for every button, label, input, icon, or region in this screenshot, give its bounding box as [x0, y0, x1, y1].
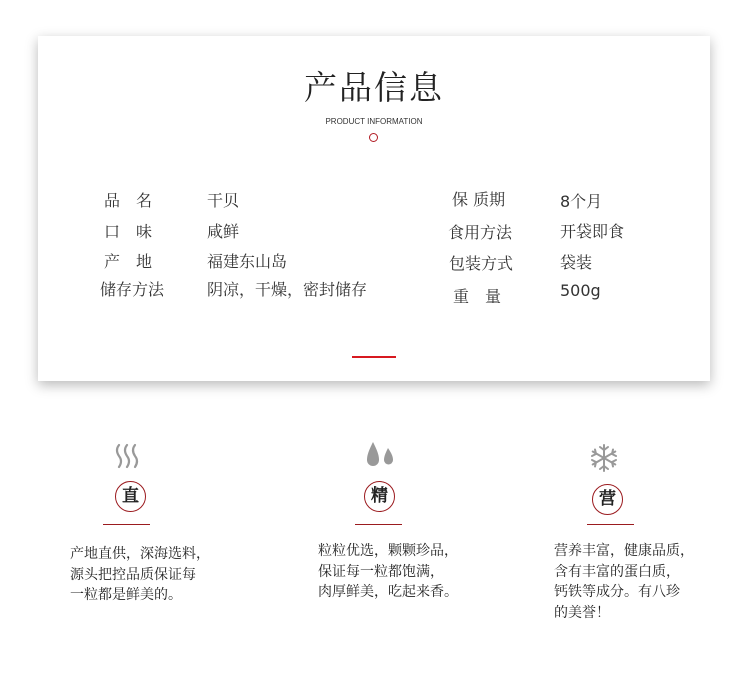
label-usage: 食用方法	[448, 223, 513, 242]
label-product-name: 品 名	[104, 191, 153, 210]
desc-line: 含有丰富的蛋白质，	[554, 563, 680, 580]
desc-line: 源头把控品质保证每	[70, 566, 196, 583]
water-drops-icon	[365, 440, 395, 474]
product-info-card	[38, 36, 710, 381]
label-flavor: 口 味	[104, 222, 153, 241]
desc-line: 肉厚鲜美，吃起来香。	[318, 584, 458, 600]
page-subtitle: PRODUCT INFORMATION	[325, 117, 423, 126]
desc-line: 营养丰富，健康品质，	[554, 543, 694, 559]
badge-direct: 直	[115, 481, 146, 512]
desc-line: 钙铁等成分。有八珍	[554, 584, 680, 600]
accent-divider	[352, 356, 396, 358]
value-packaging: 袋装	[560, 253, 593, 272]
feature-description-nutrition	[554, 541, 694, 623]
feature-description-direct	[70, 544, 210, 606]
badge-nutrition: 营	[592, 484, 623, 515]
desc-line: 的美誉！	[554, 604, 610, 621]
page-title: 产品信息	[304, 68, 444, 107]
label-packaging: 包装方式	[449, 254, 514, 273]
badge-fine: 精	[364, 481, 395, 512]
label-storage: 储存方法	[100, 280, 165, 299]
label-origin: 产 地	[104, 252, 153, 271]
feature-underline	[355, 524, 402, 525]
desc-line: 粒粒优选，颗颗珍品，	[318, 543, 458, 559]
label-shelf-life: 保 质期	[452, 190, 506, 209]
circle-ornament-icon	[369, 133, 378, 142]
value-product-name: 干贝	[207, 191, 240, 210]
snowflake-icon	[589, 443, 619, 477]
value-origin: 福建东山岛	[207, 252, 288, 271]
value-weight: 500g	[560, 281, 601, 300]
label-weight: 重 量	[453, 287, 502, 306]
value-storage: 阴凉，干燥，密封储存	[207, 280, 368, 299]
feature-description-fine	[318, 541, 458, 603]
value-usage: 开袋即食	[560, 222, 625, 241]
value-shelf-life: 8个月	[560, 192, 603, 211]
desc-line: 保证每一粒都饱满，	[318, 563, 444, 580]
value-flavor: 咸鲜	[207, 222, 240, 241]
desc-line: 一粒都是鲜美的。	[70, 587, 182, 603]
steam-icon	[114, 443, 144, 473]
feature-underline	[587, 524, 634, 525]
desc-line: 产地直供，深海选料，	[70, 546, 210, 562]
feature-underline	[103, 524, 150, 525]
